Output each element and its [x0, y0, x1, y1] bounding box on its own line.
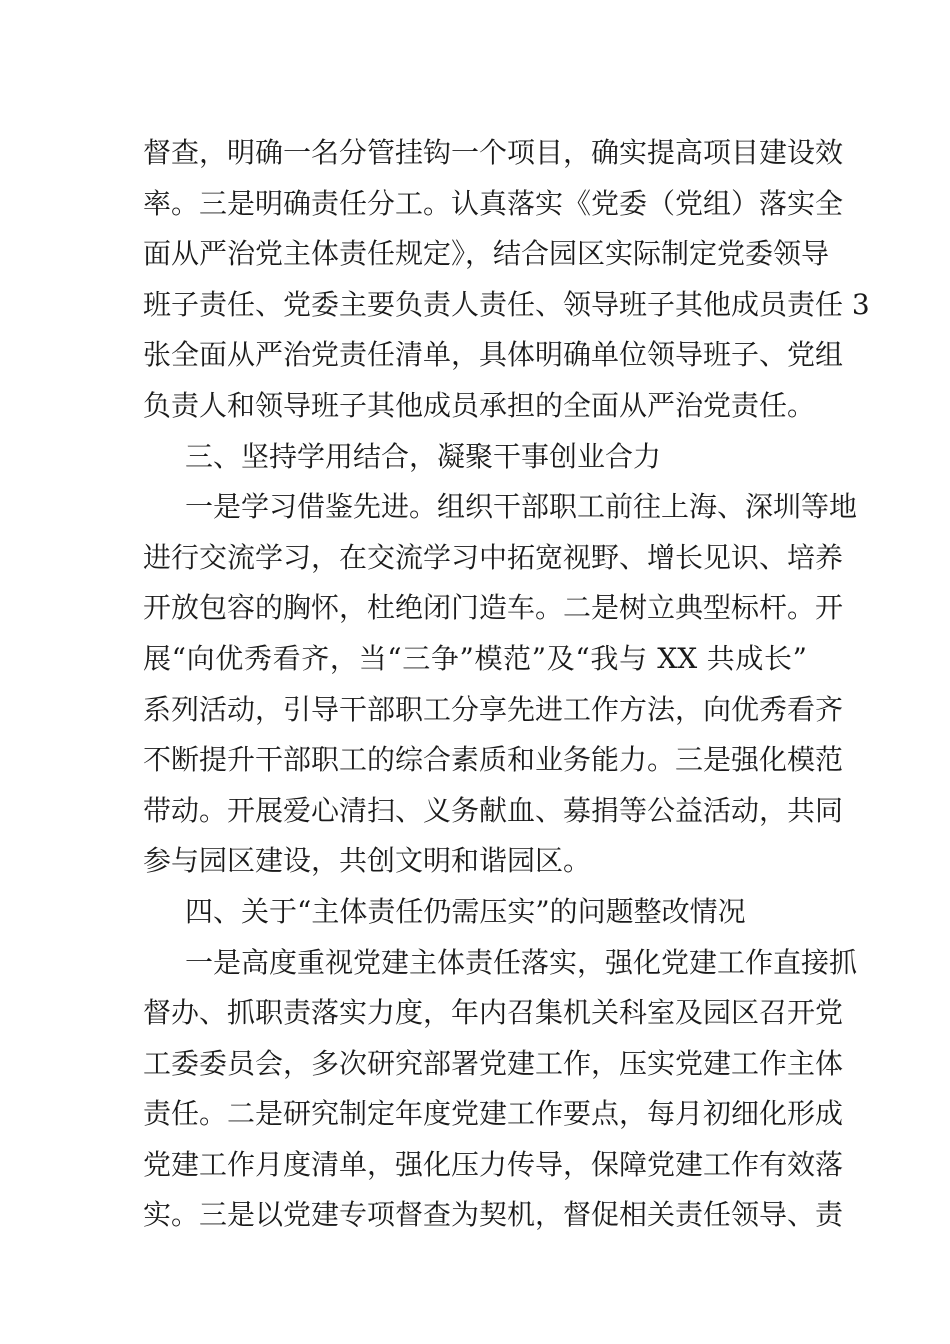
text-line: 工委委员会，多次研究部署党建工作，压实党建工作主体 [143, 1046, 844, 1080]
text-line: 面从严治党主体责任规定》，结合园区实际制定党委领导 [143, 237, 830, 271]
text-line: 一是高度重视党建主体责任落实，强化党建工作直接抓 [185, 945, 858, 979]
text-line: 参与园区建设，共创文明和谐园区。 [143, 844, 592, 878]
text-line: 不断提升干部职工的综合素质和业务能力。三是强化模范 [143, 743, 844, 777]
text-line: 展“向优秀看齐，当“三争”模范”及“我与 XX 共成长” [143, 641, 807, 675]
text-line: 张全面从严治党责任清单，具体明确单位领导班子、党组 [143, 338, 844, 372]
section-heading-3: 三、坚持学用结合，凝聚干事创业合力 [185, 439, 662, 473]
text-line: 带动。开展爱心清扫、义务献血、募捐等公益活动，共同 [143, 793, 844, 827]
text-line: 一是学习借鉴先进。组织干部职工前往上海、深圳等地 [185, 490, 858, 524]
text-line: 率。三是明确责任分工。认真落实《党委（党组）落实全 [143, 186, 844, 220]
text-line: 负责人和领导班子其他成员承担的全面从严治党责任。 [143, 388, 816, 422]
text-line: 系列活动，引导干部职工分享先进工作方法，向优秀看齐 [143, 692, 844, 726]
text-line: 党建工作月度清单，强化压力传导，保障党建工作有效落 [143, 1147, 844, 1181]
section-heading-4: 四、关于“主体责任仍需压实”的问题整改情况 [185, 894, 746, 928]
text-line: 责任。二是研究制定年度党建工作要点，每月初细化形成 [143, 1097, 844, 1131]
text-line: 实。三是以党建专项督查为契机，督促相关责任领导、责 [143, 1198, 844, 1232]
text-line: 督查，明确一名分管挂钩一个项目，确实提高项目建设效 [143, 136, 844, 169]
text-line: 开放包容的胸怀，杜绝闭门造车。二是树立典型标杆。开 [143, 591, 844, 625]
text-line: 班子责任、党委主要负责人责任、领导班子其他成员责任 3 [143, 287, 870, 321]
text-line: 进行交流学习，在交流学习中拓宽视野、增长见识、培养 [143, 540, 844, 574]
body-text [143, 128, 870, 1241]
text-line: 督办、抓职责落实力度，年内召集机关科室及园区召开党 [143, 996, 844, 1030]
